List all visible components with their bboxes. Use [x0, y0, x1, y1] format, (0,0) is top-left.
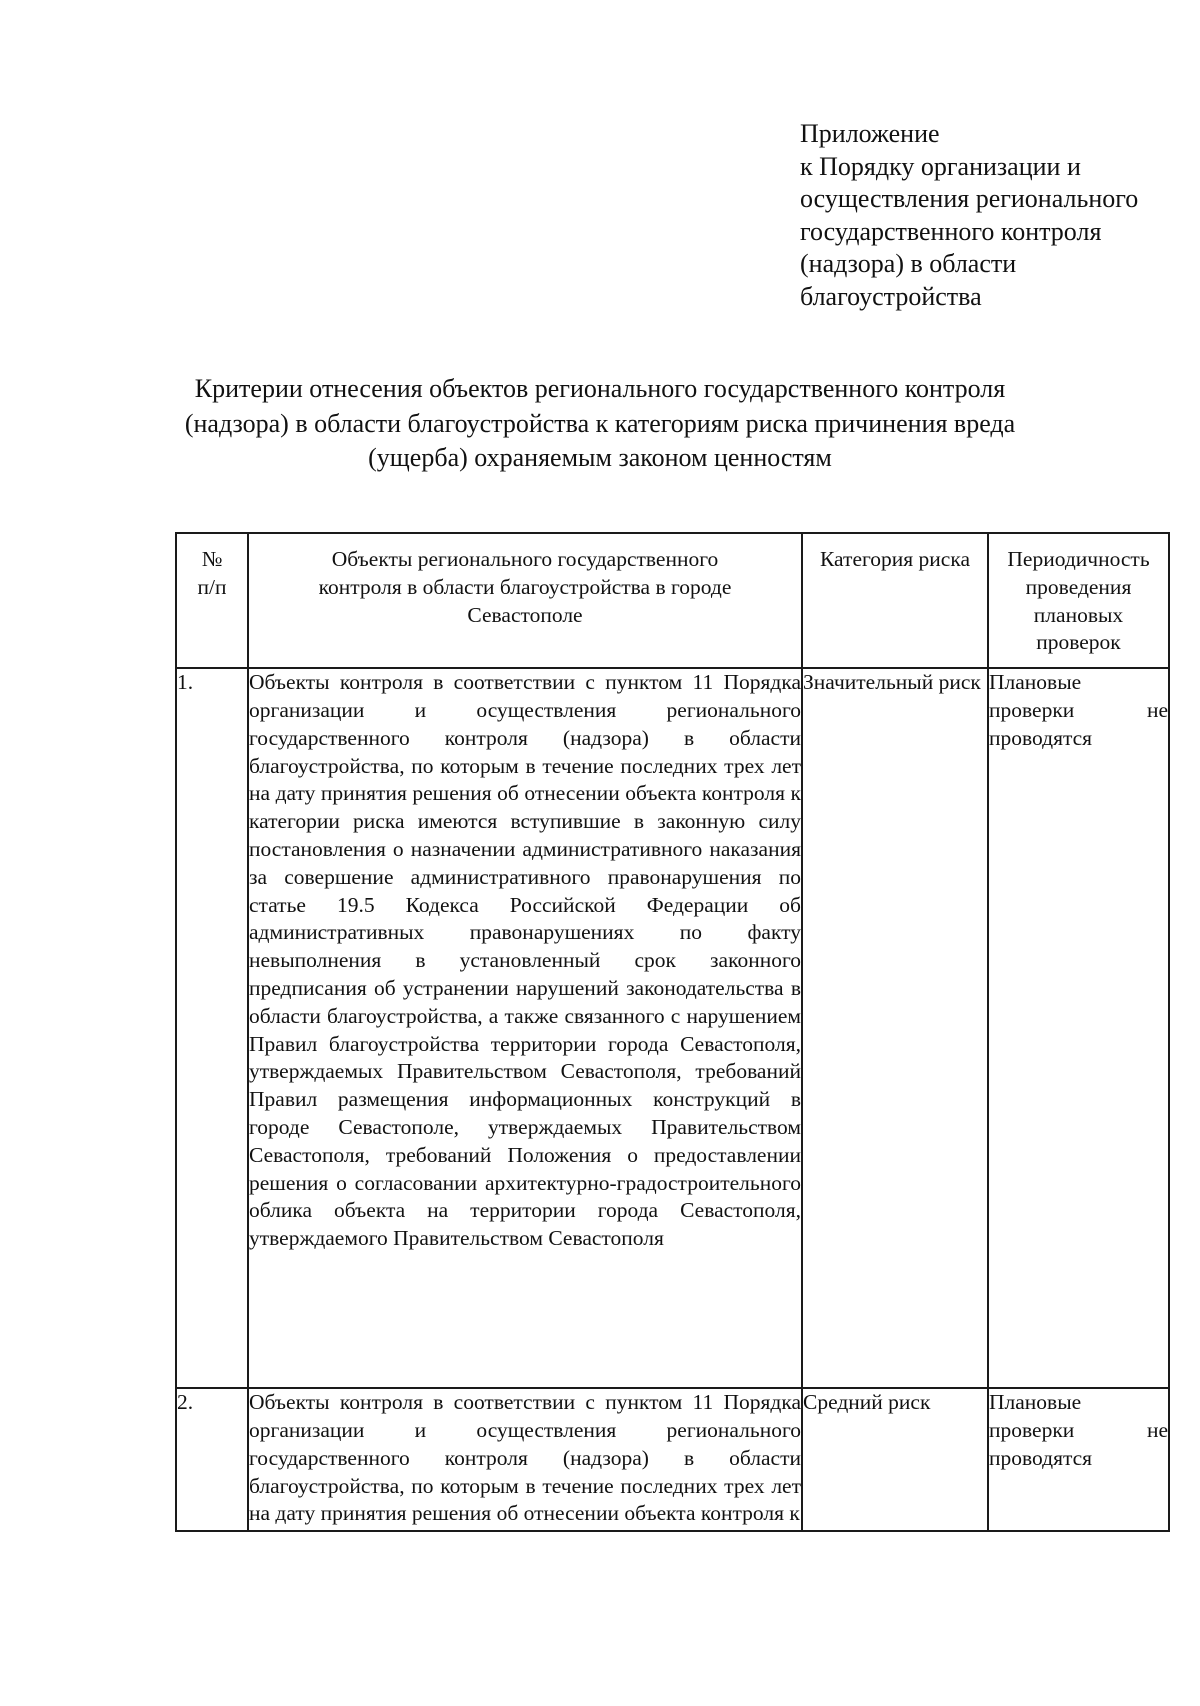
risk-criteria-table	[175, 532, 1170, 1532]
appendix-note	[800, 118, 1180, 313]
appendix-line: благоустройства	[800, 281, 982, 311]
header-periodicity-line: плановых	[1033, 602, 1124, 627]
header-periodicity	[988, 533, 1169, 668]
appendix-line: государственного контроля	[800, 216, 1102, 246]
row-object-description: Объекты контроля в соответствии с пунктом 11 Порядка организации и осуществления регионального государственного контроля (надзора) в области благоустройства, по которым в течение последних трех лет на дату принятия решения об отнесении объекта контроля к	[248, 1388, 802, 1531]
table-row	[176, 668, 1169, 1388]
header-category-line: Категория риска	[820, 547, 970, 571]
header-object	[248, 533, 802, 668]
appendix-line: (надзора) в области	[800, 249, 1017, 278]
row-periodicity: Плановые проверки не проводятся	[988, 668, 1169, 1388]
header-object-line: Севастополе	[467, 602, 583, 627]
appendix-line: к Порядку организации и	[800, 151, 1081, 181]
appendix-line: Приложение	[800, 119, 940, 148]
header-num-line: п/п	[197, 574, 227, 599]
header-periodicity-line: проверок	[1036, 630, 1121, 655]
document-title	[150, 372, 1050, 476]
header-periodicity-line: Периодичность	[1007, 547, 1150, 571]
header-object-line: контроля в области благоустройства в городе	[318, 574, 732, 599]
row-periodicity: Плановые проверки не проводятся	[988, 1388, 1169, 1531]
row-object-description: Объекты контроля в соответствии с пунктом 11 Порядка организации и осуществления регионального государственного контроля (надзора) в области благоустройства, по которым в течение последних трех лет на дату принятия решения об отнесении объекта контроля к категории риска имеются вступившие в законную силу постановления о назначении административного наказания за совершение административного правонарушения по статье 19.5 Кодекса Российской Федерации об административных правонарушениях по факту невыполнения в установленный срок законного предписания об устранении нарушений законодательства в области благоустройства, а также связанного с нарушением Правил благоустройства территории города Севастополя, утверждаемых Правительством Севастополя, требований Правил размещения информационных конструкций в городе Севастополе, утверждаемых Правительством Севастополя, требований Положения о предоставлении решения о согласовании архитектурно-градостроительного облика объекта на территории города Севастополя, утверждаемого Правительством Севастополя	[248, 668, 802, 1388]
row-risk-category: Средний риск	[802, 1388, 988, 1531]
title-line: (ущерба) охраняемым законом ценностям	[368, 443, 832, 472]
row-number: 1.	[176, 668, 248, 1388]
header-periodicity-line: проведения	[1025, 574, 1132, 599]
appendix-line: осуществления регионального	[800, 184, 1139, 213]
title-line: Критерии отнесения объектов регионального государственного контроля	[194, 374, 1006, 403]
title-line: (надзора) в области благоустройства к категориям риска причинения вреда	[184, 408, 1016, 438]
row-number: 2.	[176, 1388, 248, 1531]
table-row	[176, 1388, 1169, 1531]
header-num-line: №	[201, 547, 223, 571]
header-object-line: Объекты регионального государственного	[331, 547, 719, 571]
header-num	[176, 533, 248, 668]
row-risk-category: Значительный риск	[802, 668, 988, 1388]
header-category	[802, 533, 988, 668]
table-header-row	[176, 533, 1169, 668]
